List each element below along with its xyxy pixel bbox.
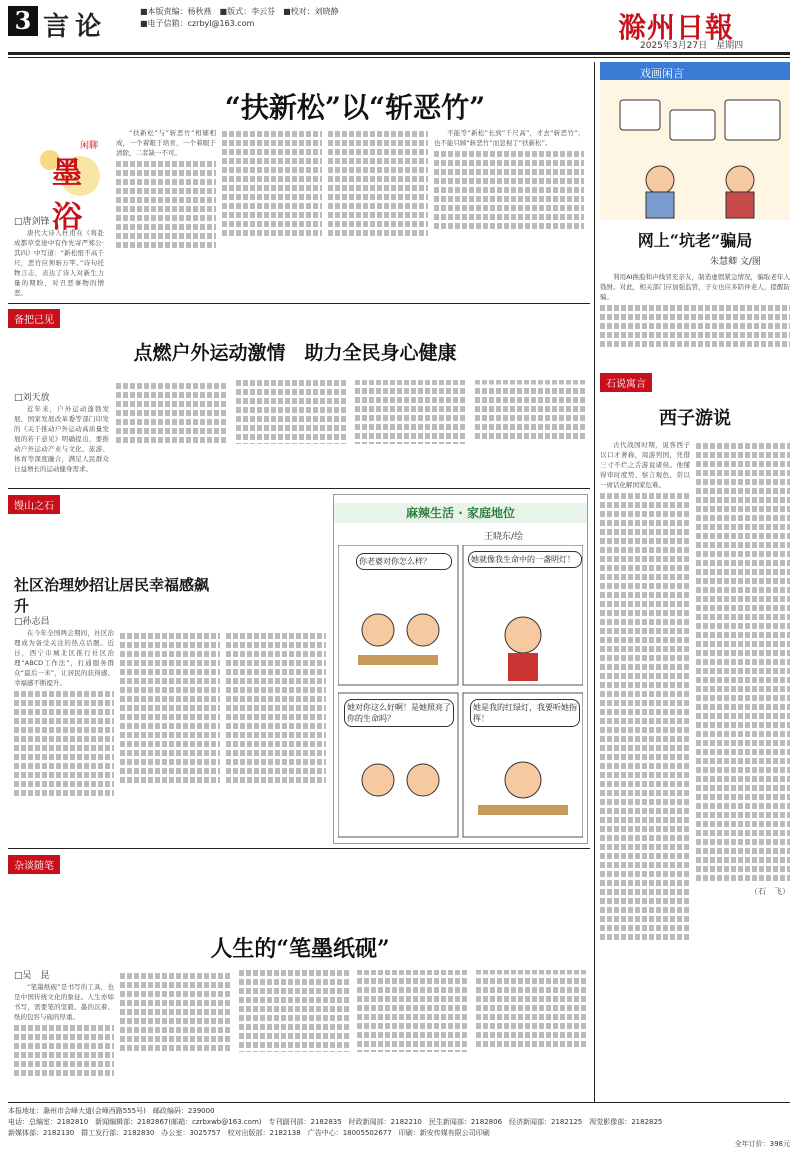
section-name: 言论 (43, 12, 108, 42)
article2-title: 点燃户外运动激情 助力全民身心健康 (133, 342, 457, 364)
article1-title: “扶新松”以“斩恶竹” (224, 91, 486, 124)
right-column-rule (594, 62, 595, 1102)
footer-rule (8, 1102, 790, 1103)
comic-panel (333, 494, 588, 844)
header-rule (8, 52, 790, 55)
article3-col3 (226, 630, 326, 843)
speech-bubble-4: 她是我的红绿灯，我要听她指挥！ (470, 699, 580, 727)
article1-col5 (434, 128, 584, 298)
article2-col1 (14, 404, 109, 480)
right-cartoon-box (600, 62, 790, 362)
staff-line-2: ■电子信箱：czrbyl@163.com (140, 19, 255, 28)
column-logo-sub: 闲聊 (80, 141, 99, 151)
article1-para1: 唐代大诗人杜甫在《将赴成都草堂途中有作先寄严郑公·其四》中写道：“新松恨不高千尺，恶竹应须斩万竿。”诗句托物言志，表达了诗人对新生力量的期盼、对丑恶事物的憎恶。 (14, 229, 104, 297)
article3-title: 社区治理妙招让居民幸福感飙升 (14, 576, 210, 615)
article2-tag-wrap (8, 308, 60, 328)
article3-tag: 馒山之石 (8, 495, 60, 514)
footer-address: 本报地址：滁州市会峰大道(会峰西路555号) 邮政编码：239000 (8, 1107, 215, 1115)
right-cartoon-header (600, 62, 790, 80)
article5-tag-wrap (8, 854, 60, 874)
article1-para2: “扶新松”与“斩恶竹”相辅相成，一个着眼于培育，一个着眼于清除，二者缺一不可。 (116, 129, 216, 157)
article3-author: □孙志昌 (14, 617, 50, 627)
article4-tag: 石说寓言 (600, 373, 652, 392)
article2-cols (116, 380, 586, 480)
article3-col1 (14, 628, 114, 843)
header-rule-thin (8, 57, 790, 58)
paper-date: 2025年3月27日 星期四 (640, 41, 744, 51)
article5-paragraph: “笔墨纸砚”是书写的工具，也是中国传统文化的象征。人生亦如书写，需要笔的坚毅、墨的沉着、纸的包容与砚的厚重。 (14, 983, 114, 1021)
paper-name: 滁州日報 (618, 11, 735, 44)
article2-tag: 备把己见 (8, 309, 60, 328)
divider-1 (8, 303, 590, 304)
staff-info (140, 6, 339, 30)
speech-bubble-2: 她就像我生命中的一盏明灯！ (468, 551, 582, 568)
speech-bubble-3: 她对你这么好啊！是她照亮了你的生命吗？ (344, 699, 454, 727)
article2-author: □刘天放 (14, 393, 50, 403)
page-header-left (8, 6, 128, 40)
comic-author: 王晓东/绘 (484, 532, 524, 542)
divider-2 (8, 488, 590, 489)
speech-bubble-1: 你老婆对你怎么样？ (356, 553, 452, 570)
cartoon-illustration (600, 80, 790, 220)
article4-col2 (696, 440, 790, 1090)
right-cartoon-author: 朱慧卿 文/图 (710, 257, 761, 267)
article1-author: □唐剑锋 (14, 217, 50, 227)
article5-tag: 杂谈随笔 (8, 855, 60, 874)
article5-title: 人生的“笔墨纸砚” (210, 936, 390, 962)
article1-para3: 不能等“新松”长到“千尺高”，才去“斩恶竹”；也不能只顾“斩恶竹”而忽视了“扶新松”。 (434, 129, 584, 147)
column-logo-text: 墨浴 (52, 156, 82, 235)
footer (8, 1106, 790, 1150)
article4-paragraph: 古代战国时期，说客西子以口才著称，周游列国，凭借三寸不烂之舌游说诸侯。他懂得审时度势、察言观色，常以一席话化解国家危难。 (600, 441, 690, 489)
footer-price: 全年订价：398元 (734, 1140, 790, 1148)
right-cartoon-title: 网上“坑老”骗局 (637, 231, 753, 250)
page-number: 3 (8, 6, 38, 36)
article1-col3 (222, 128, 322, 298)
comic-title-bar (334, 503, 587, 523)
right-cartoon-paragraph: 利用AI换脸和声线冒充亲友，制造虚假紧急情况，骗取老年人钱财。对此，相关部门应加强监管，子女也应多陪伴老人，提醒防骗。 (600, 273, 790, 301)
article3-tag-wrap (8, 494, 60, 514)
article3-col2 (120, 630, 220, 843)
article4-col1 (600, 440, 690, 1090)
comic-drawing (338, 545, 583, 839)
comic-title: 麻辣生活 · 家庭地位 (406, 506, 515, 520)
article2-paragraph: 近年来，户外运动蓬勃发展，国家发展改革委等部门印发的《关于推动户外运动高质量发展的若干意见》明确提出，要推动户外运动产业与文化、旅游、体育等深度融合，满足人民群众日益增长的运动健身需求。 (14, 405, 109, 473)
article4-author: （石 飞） (750, 887, 790, 896)
article5-author: □吴 昆 (14, 971, 50, 981)
article3-paragraph: 在今年全国两会期间，社区治理成为备受关注的热点话题。近日，西宁市城北区推行社区治理“ABCD工作法”，打通服务群众“最后一米”，让居民的获得感、幸福感不断提升。 (14, 629, 114, 687)
right-cartoon-text (600, 272, 790, 362)
divider-3 (8, 848, 590, 849)
article5-cols (120, 970, 586, 1096)
footer-phones-2: 新媒体部：2182130 群工发行部：2182830 办公室：3025757 校对出版部：2182138 广告中心：18005502677 印刷：新安传媒有限公司印刷 (8, 1129, 490, 1137)
article1-col4 (328, 128, 428, 298)
footer-phones-1: 电话：总编室：2182810 新闻编辑部：2182867(邮箱：czrbxwb@163.com) 专刊副刊部：2182835 时政新闻部：2182210 民生新闻部：2182806 经济新闻部：2182125 视觉影像部：2182825 (8, 1118, 663, 1126)
article1-col2 (116, 128, 216, 298)
article4-title: 西子游说 (659, 408, 731, 429)
article1-col1 (14, 228, 104, 298)
staff-line-1: ■本版责编：杨秋燕 ■版式：李云芬 ■校对：刘晓静 (140, 7, 339, 16)
right-cartoon-tag: 戏画闲言 (640, 67, 684, 80)
article4-tag-wrap (600, 372, 652, 392)
article5-col1 (14, 982, 114, 1096)
